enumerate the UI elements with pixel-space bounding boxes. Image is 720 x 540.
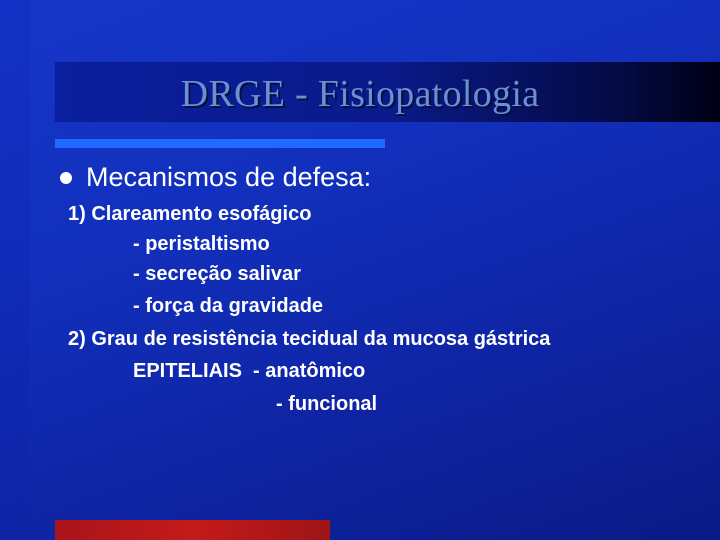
bullet-heading: Mecanismos de defesa: [86,162,372,192]
bottom-accent-bar [55,520,330,540]
sub-item-forca-gravidade: - força da gravidade [133,295,324,317]
sub-item-epiteliais: EPITELIAIS - anatômico [133,360,366,382]
bullet-dot-icon [60,172,72,184]
title-underline [55,139,385,148]
bullet-item [60,162,371,193]
sub-item-secrecao-salivar: - secreção salivar [133,263,301,285]
sub-item-peristaltismo: - peristaltismo [133,233,270,255]
list-item-1: 1) Clareamento esofágico [68,203,312,225]
sub-item-funcional: - funcional [276,393,378,415]
list-item-2: 2) Grau de resistência tecidual da mucosa gástrica [68,328,551,350]
slide-title: DRGE - Fisiopatologia [180,73,540,115]
